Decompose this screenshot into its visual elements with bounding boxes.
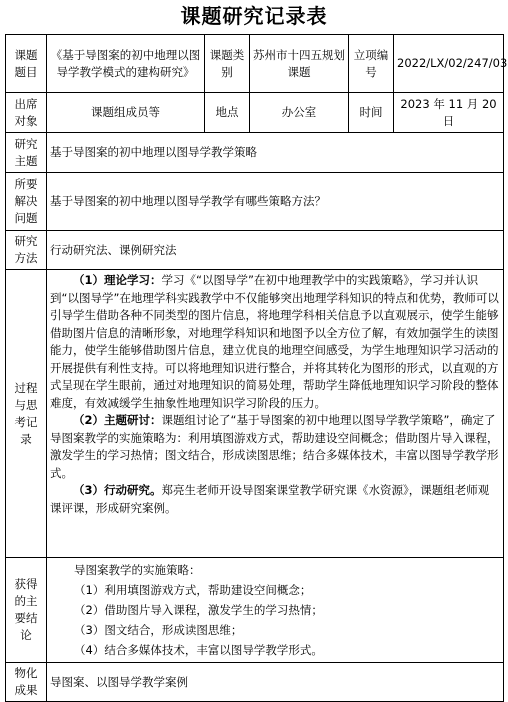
conclusion-intro: 导图案教学的实施策略： — [74, 563, 201, 577]
process-p1-body: 学习《“以图导学”在初中地理教学中的实践策略》，学习并认识到“以图导学”在地理学科实践教学中不仅能够突出地理学科知识的特点和优势，教师可以引导学生借助各种不同类型的图片信息，将地理学科相关信息予以直观展示，使学生能够借助图片信息的清晰形象，对地理学科知识和地图予以全方位了解，有效加强学生的读图能力，使学生能够借助图片信息，建立优良的地理空间感受，为学生地理知识学习活动的开展提供有利性支持。可以将地理知识进行整合，并将其转化为图形的形式，以直观的方式呈现在学生眼前，通过对地理知识的简易处理，帮助学生降低地理知识学习阶段的整体难度，有效减缓学生抽象性地理知识学习阶段的压力。 — [50, 273, 499, 410]
time-label: 时间 — [349, 93, 394, 133]
time-value: 2023 年 11 月 20 日 — [394, 93, 504, 133]
category-label: 课题类别 — [205, 35, 250, 93]
problem-value: 基于导图案的初中地理以图导学教学有哪些策略方法？ — [47, 173, 504, 231]
topic-value: 《基于导图案的初中地理以图导学教学模式的建构研究》 — [47, 35, 205, 93]
conclusion-item: （3）图文结合，形成读图思维； — [74, 623, 243, 637]
row-conclusion — [6, 558, 504, 663]
conclusion-item: （2）借助图片导入课程，激发学生的学习热情； — [74, 603, 323, 617]
approval-label: 立项编号 — [349, 35, 394, 93]
process-content — [47, 270, 504, 558]
process-paragraph-1 — [50, 272, 500, 412]
process-paragraph-2 — [50, 412, 500, 482]
page-title: 课题研究记录表 — [180, 4, 328, 28]
process-p1-heading: （1）理论学习： — [73, 273, 162, 287]
attendees-value: 课题组成员等 — [47, 93, 205, 133]
row-research-topic — [6, 133, 504, 173]
process-p2-heading: （2）主题研讨： — [73, 413, 162, 427]
outcomes-value: 导图案、以图导学教学案例 — [47, 663, 504, 702]
process-label: 过程与思考记录 — [6, 270, 47, 558]
process-p2-body: 课题组讨论了“基于导图案的初中地理以图导学教学策略”，确定了导图案教学的实施策略为：利用填图游戏方式，帮助建设空间概念；借助图片导入课程，激发学生的学习热情；图文结合，形成读图思维；结合多媒体技术，丰富以图导学教学形式。 — [50, 413, 499, 480]
approval-value: 2022/LX/02/247/03 — [394, 35, 504, 93]
row-topic — [6, 35, 504, 93]
conclusion-content — [47, 558, 504, 663]
row-method — [6, 231, 504, 270]
conclusion-item: （1）利用填图游戏方式，帮助建设空间概念； — [74, 583, 312, 597]
conclusion-item: （4）结合多媒体技术，丰富以图导学教学形式。 — [74, 643, 323, 657]
conclusion-label: 获得的主要结论 — [6, 558, 47, 663]
row-outcomes — [6, 663, 504, 702]
method-value: 行动研究法、课例研究法 — [47, 231, 504, 270]
process-p3-heading: （3）行动研究。 — [73, 483, 162, 497]
record-table — [5, 34, 508, 702]
research-topic-label: 研究主题 — [6, 133, 47, 173]
process-p3-body: 郑亮生老师开设导图案课堂教学研究课《水资源》，课题组老师观课评课，形成研究案例。 — [50, 483, 490, 515]
process-paragraph-3 — [50, 482, 500, 517]
location-label: 地点 — [205, 93, 250, 133]
method-label: 研究方法 — [6, 231, 47, 270]
topic-label: 课题题目 — [6, 35, 47, 93]
row-attendees — [6, 93, 504, 133]
location-value: 办公室 — [250, 93, 349, 133]
problem-label: 所要解决问题 — [6, 173, 47, 231]
research-topic-value: 基于导图案的初中地理以图导学教学策略 — [47, 133, 504, 173]
row-problem — [6, 173, 504, 231]
category-value: 苏州市十四五规划课题 — [250, 35, 349, 93]
attendees-label: 出席对象 — [6, 93, 47, 133]
outcomes-label: 物化成果 — [6, 663, 47, 702]
row-process — [6, 270, 504, 558]
